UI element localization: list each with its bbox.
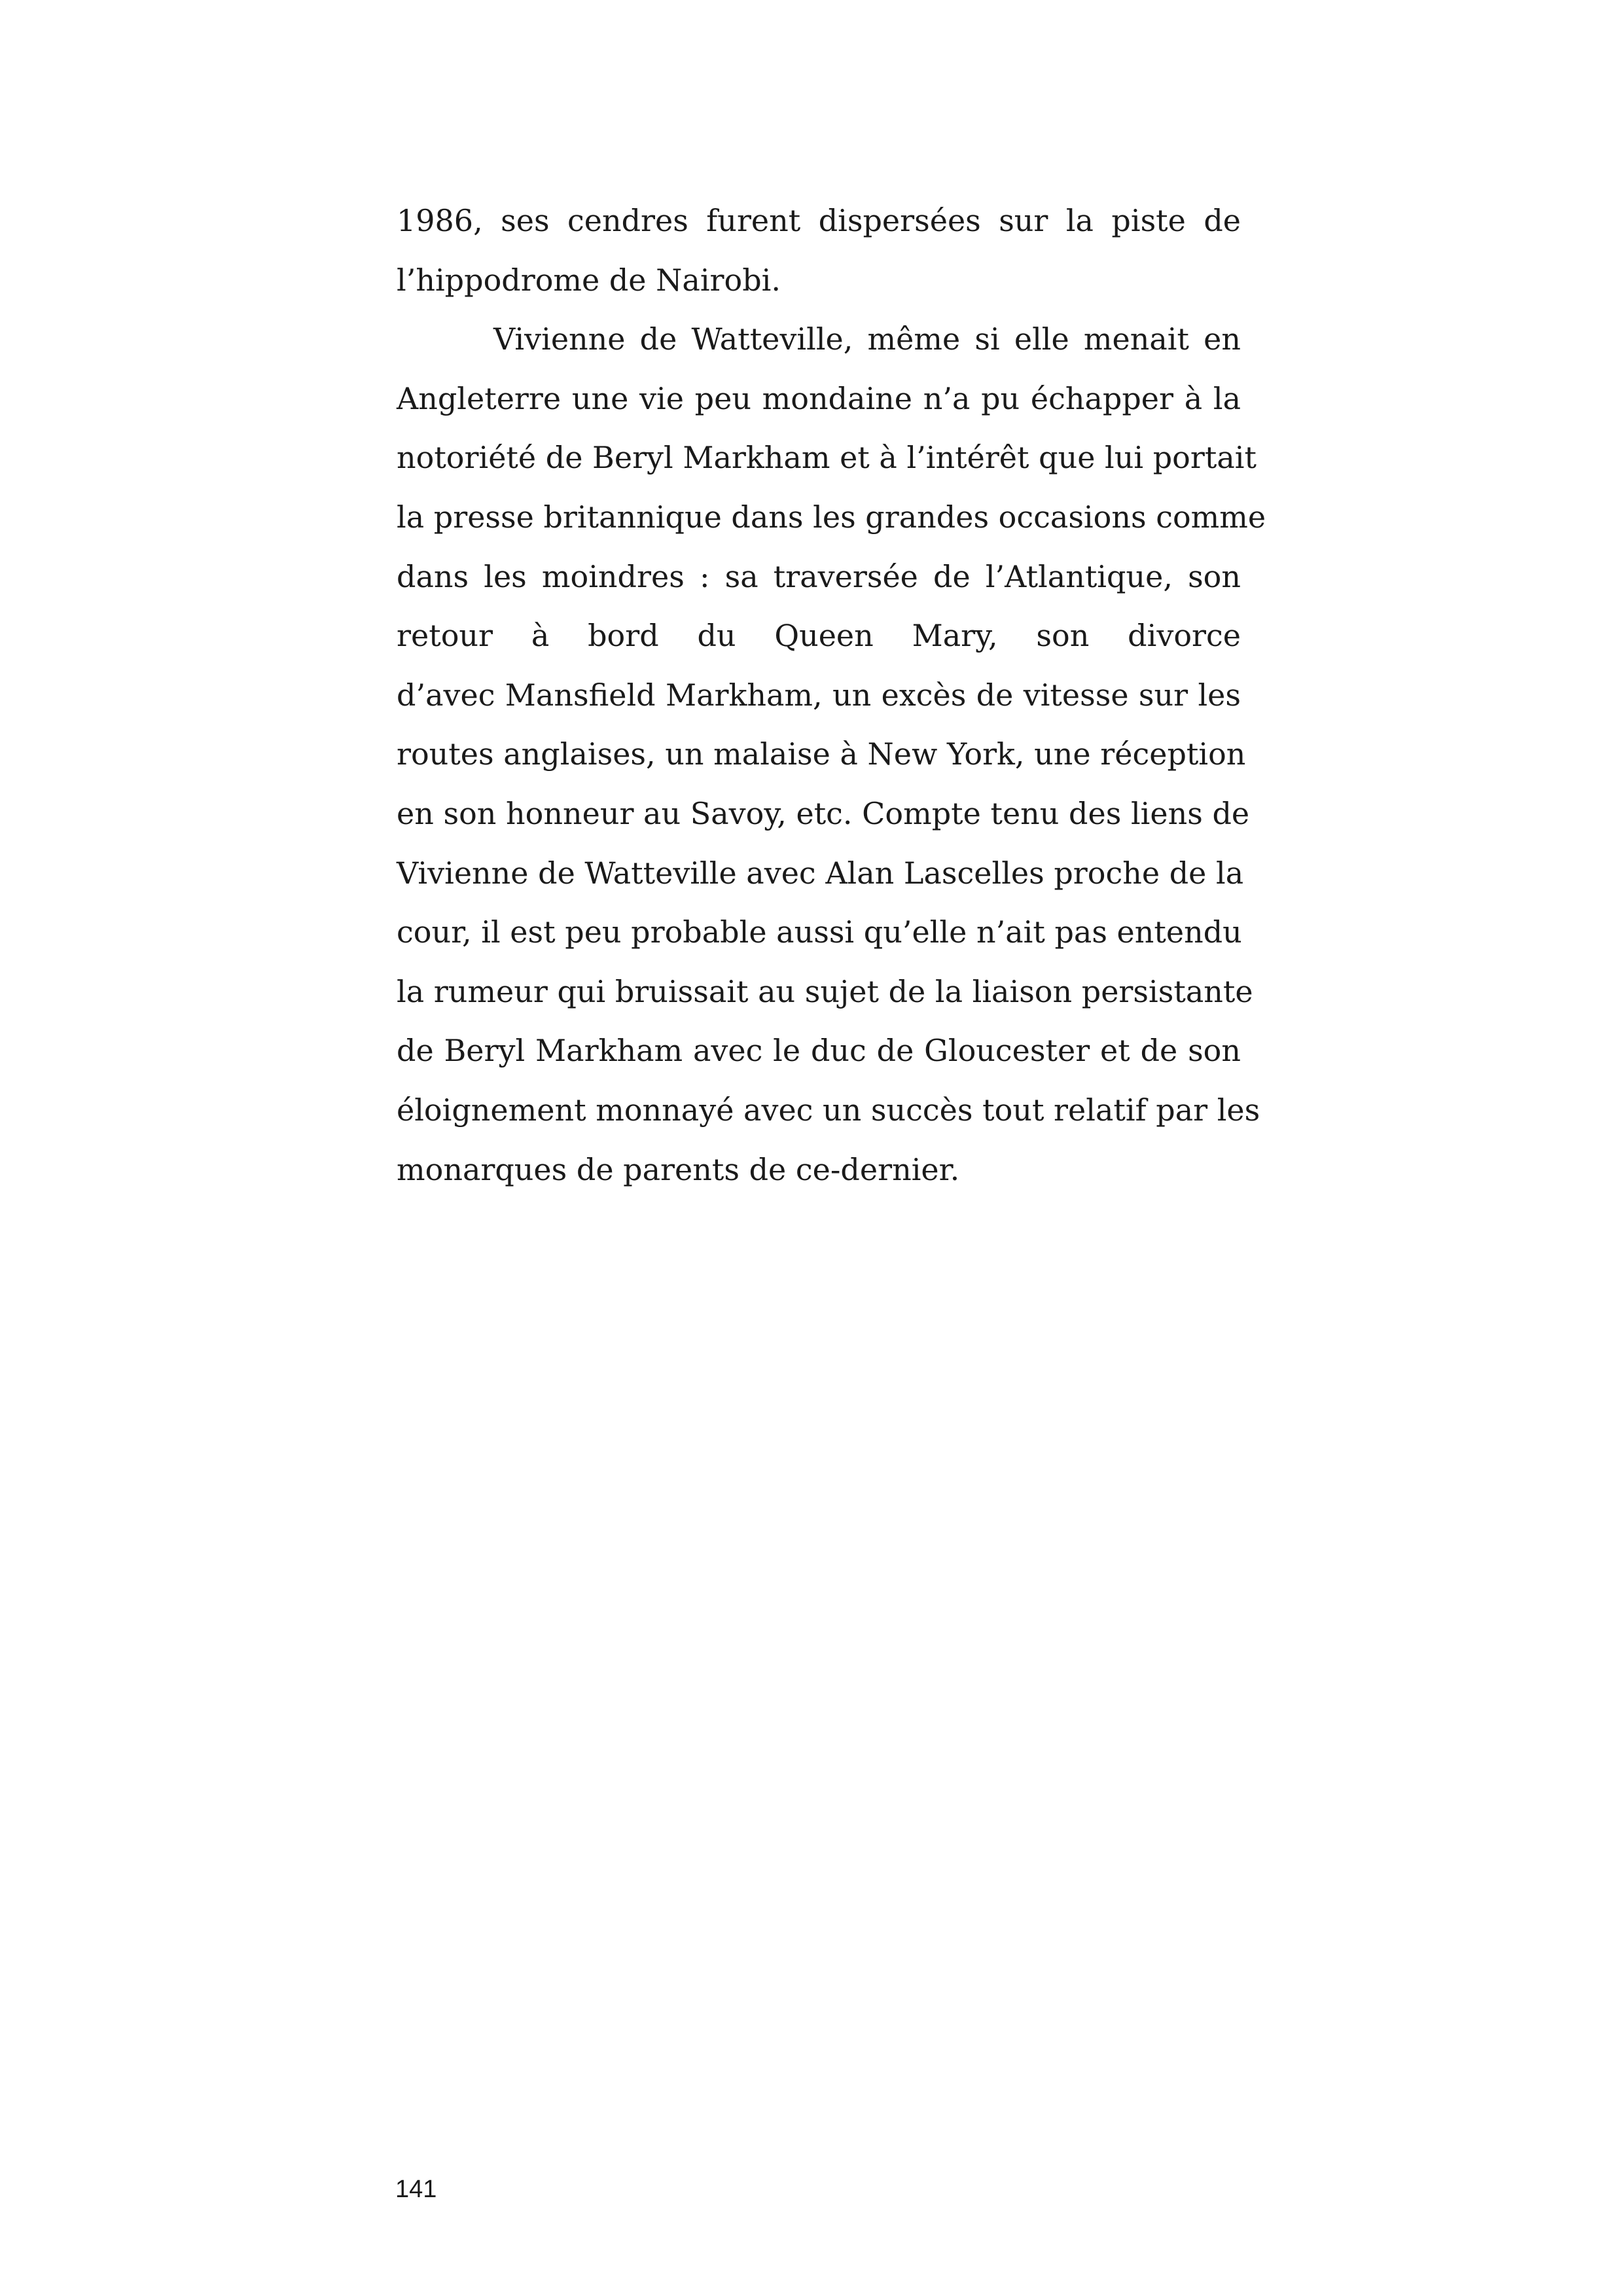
- text-line: Angleterre une vie peu mondaine n’a pu échapper à la: [397, 380, 1241, 416]
- text-line: l’hippodrome de Nairobi.: [397, 262, 781, 298]
- text-line: éloignement monnayé avec un succès tout relatif par les: [397, 1092, 1260, 1128]
- text-line: de Beryl Markham avec le duc de Gloucester et de son: [397, 1033, 1241, 1069]
- paragraph-2: [397, 310, 1266, 1199]
- text-line: retour à bord du Queen Mary, son divorce: [397, 618, 1241, 654]
- page-number: 141: [395, 2176, 437, 2203]
- text-line: routes anglaises, un malaise à New York, une réception: [397, 736, 1246, 772]
- text-line: 1986, ses cendres furent dispersées sur la piste de: [397, 203, 1241, 238]
- text-line: notoriété de Beryl Markham et à l’intérêt que lui portait: [397, 440, 1257, 476]
- text-line: d’avec Mansfield Markham, un excès de vitesse sur les: [397, 677, 1241, 713]
- text-line: cour, il est peu probable aussi qu’elle n’ait pas entendu: [397, 914, 1242, 950]
- text-line: Vivienne de Watteville avec Alan Lascelles proche de la: [397, 855, 1244, 891]
- text-line: dans les moindres : sa traversée de l’Atlantique, son: [397, 558, 1241, 594]
- text-line: en son honneur au Savoy, etc. Compte tenu des liens de: [397, 795, 1250, 831]
- text-line: Vivienne de Watteville, même si elle menait en: [493, 321, 1241, 357]
- text-line: la presse britannique dans les grandes occasions comme: [397, 499, 1266, 535]
- paragraph-1: [397, 191, 1241, 310]
- body-text: [397, 191, 1266, 1199]
- text-line: monarques de parents de ce-dernier.: [397, 1151, 960, 1187]
- text-line: la rumeur qui bruissait au sujet de la liaison persistante: [397, 973, 1253, 1009]
